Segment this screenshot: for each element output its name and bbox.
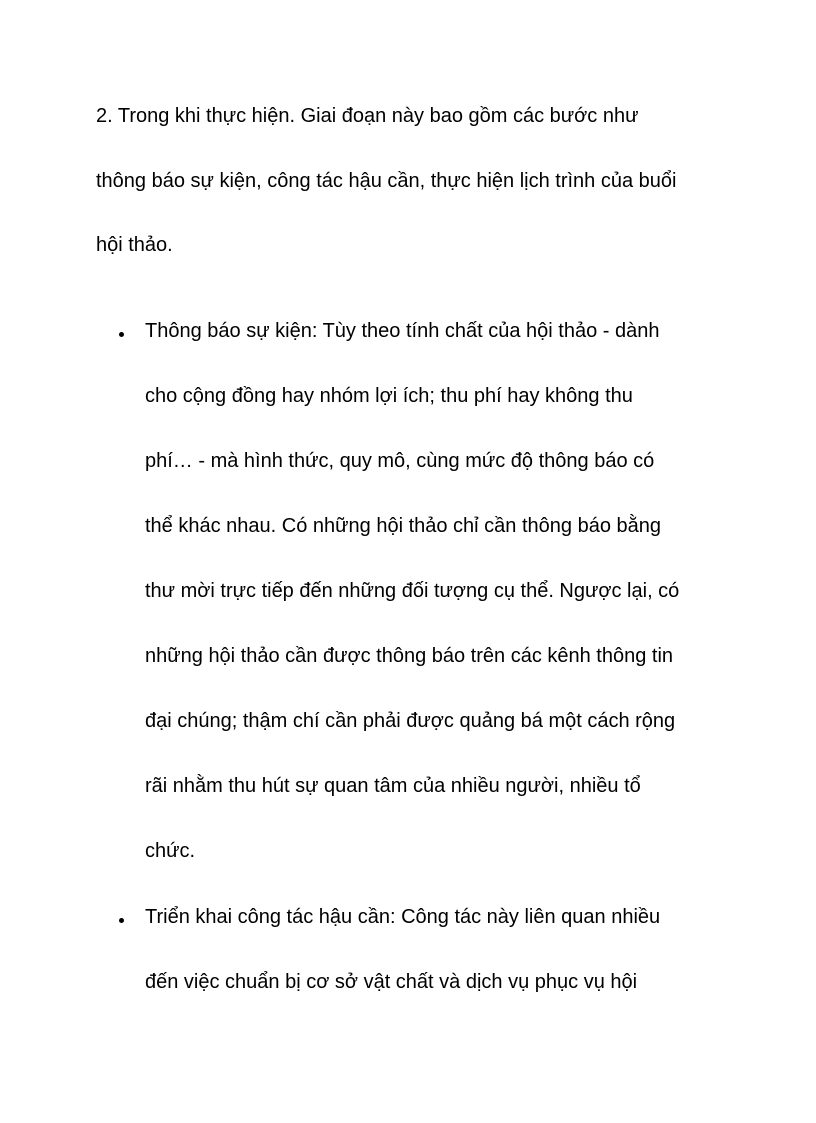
list-item-line: rãi nhằm thu hút sự quan tâm của nhiều người, nhiều tổ bbox=[145, 775, 641, 797]
paragraph-line: 2. Trong khi thực hiện. Giai đoạn này bao gồm các bước như bbox=[96, 105, 639, 127]
list-item-line: phí… - mà hình thức, quy mô, cùng mức độ thông báo có bbox=[145, 450, 655, 472]
bullet-icon bbox=[119, 332, 124, 337]
list-item-line: cho cộng đồng hay nhóm lợi ích; thu phí hay không thu bbox=[145, 385, 633, 407]
list-item-line: chức. bbox=[145, 840, 196, 862]
paragraph-line: hội thảo. bbox=[96, 234, 173, 256]
list-item-line: những hội thảo cần được thông báo trên các kênh thông tin bbox=[145, 645, 674, 667]
list-item-line: đại chúng; thậm chí cần phải được quảng bá một cách rộng bbox=[145, 710, 676, 732]
list-item-line: thư mời trực tiếp đến những đối tượng cụ thể. Ngược lại, có bbox=[145, 580, 680, 602]
list-item-line: đến việc chuẩn bị cơ sở vật chất và dịch vụ phục vụ hội bbox=[145, 971, 638, 993]
list-item-line: Triển khai công tác hậu cần: Công tác này liên quan nhiều bbox=[145, 906, 661, 928]
bullet-icon bbox=[119, 918, 124, 923]
list-item-line: Thông báo sự kiện: Tùy theo tính chất của hội thảo - dành bbox=[145, 320, 660, 342]
list-item-line: thể khác nhau. Có những hội thảo chỉ cần thông báo bằng bbox=[145, 515, 662, 537]
paragraph-line: thông báo sự kiện, công tác hậu cần, thực hiện lịch trình của buổi bbox=[96, 170, 677, 192]
